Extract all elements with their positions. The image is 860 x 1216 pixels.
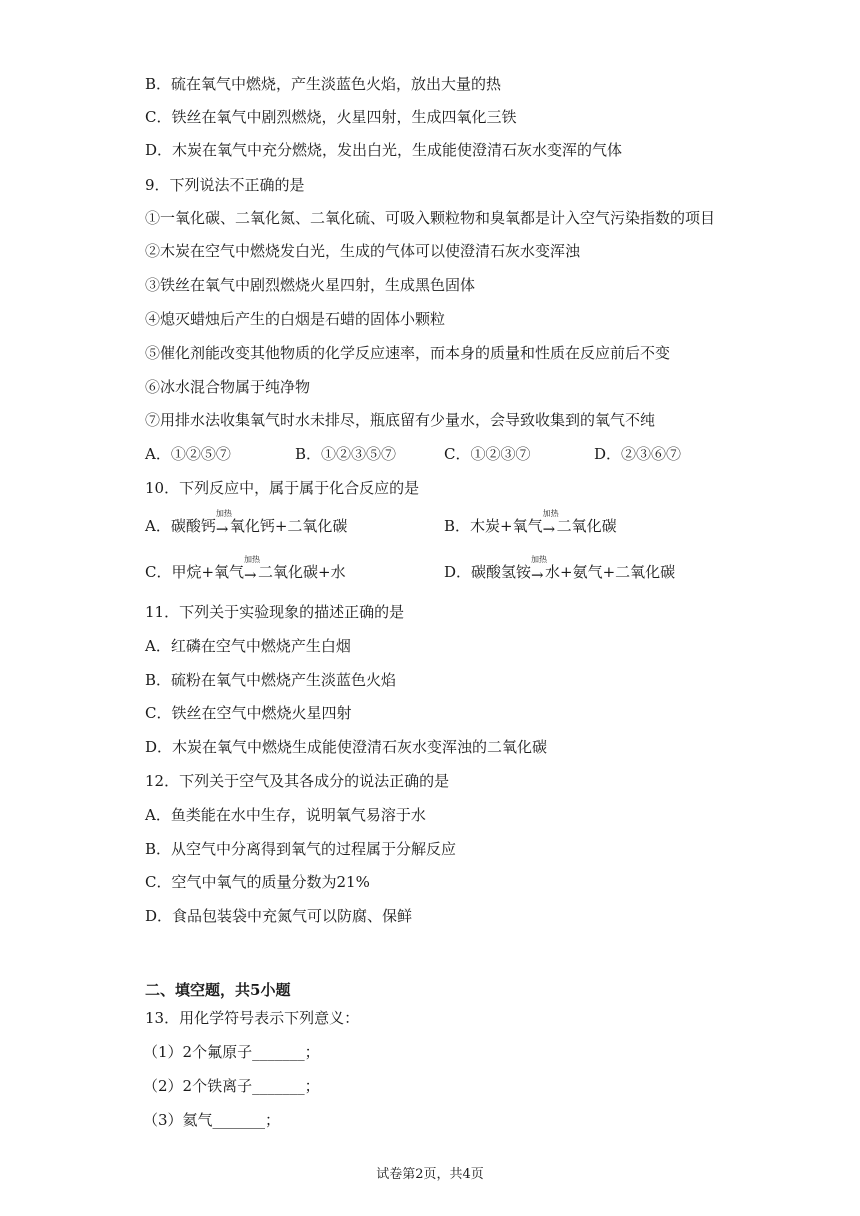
q10-stem: 10．下列反应中，属于属于化合反应的是 — [145, 479, 420, 497]
q12-stem: 12．下列关于空气及其各成分的说法正确的是 — [145, 772, 450, 790]
q11-option-d: D．木炭在氧气中燃烧生成能使澄清石灰水变浑浊的二氧化碳 — [145, 738, 548, 756]
q10-option-a — [145, 509, 348, 538]
q9-statement-1: ①一氧化碳、二氧化氮、二氧化硫、可吸入颗粒物和臭氧都是计入空气污染指数的项目 — [145, 209, 716, 227]
right-arrow-icon: → — [542, 520, 556, 538]
q13-item-3: （3）氦气_______； — [143, 1111, 281, 1129]
q9-statement-2: ②木炭在空气中燃烧发白光，生成的气体可以使澄清石灰水变浑浊 — [145, 242, 581, 260]
q10-option-a-products: 氧化钙+二氧化碳 — [229, 517, 348, 535]
heating-condition: 加热 — [542, 509, 559, 518]
heating-condition: 加热 — [531, 555, 548, 564]
q12-option-b: B．从空气中分离得到氧气的过程属于分解反应 — [145, 840, 457, 858]
reaction-arrow — [244, 555, 261, 584]
q9-option-b: B．①②③⑤⑦ — [295, 445, 397, 463]
q8-option-d: D．木炭在氧气中充分燃烧，发出白光，生成能使澄清石灰水变浑的气体 — [145, 141, 623, 159]
q9-option-c: C．①②③⑦ — [444, 445, 531, 463]
right-arrow-icon: → — [244, 566, 257, 584]
q12-option-a: A．鱼类能在水中生存，说明氧气易溶于水 — [145, 806, 426, 824]
q13-item-1: （1）2个氟原子_______； — [143, 1043, 320, 1061]
q10-option-b — [444, 509, 617, 538]
q9-option-d: D．②③⑥⑦ — [594, 445, 682, 463]
right-arrow-icon: → — [531, 566, 544, 584]
q8-option-b: B．硫在氧气中燃烧，产生淡蓝色火焰，放出大量的热 — [145, 75, 502, 93]
reaction-arrow — [542, 509, 559, 538]
q10-option-c-products: 二氧化碳+水 — [258, 563, 346, 581]
q10-option-d-label: D．碳酸氢铵 — [444, 563, 532, 581]
q9-statement-4: ④熄灭蜡烛后产生的白烟是石蜡的固体小颗粒 — [145, 310, 446, 328]
q9-statement-7: ⑦用排水法收集氧气时水未排尽，瓶底留有少量水，会导致收集到的氧气不纯 — [145, 411, 656, 429]
q12-option-c: C．空气中氧气的质量分数为21% — [145, 873, 370, 891]
q10-option-d-products: 水+氨气+二氧化碳 — [545, 563, 676, 581]
q10-option-d — [444, 555, 676, 584]
page-footer: 试卷第2页，共4页 — [376, 1167, 484, 1182]
q9-stem: 9．下列说法不正确的是 — [145, 176, 305, 194]
heating-condition: 加热 — [244, 555, 261, 564]
q11-stem: 11．下列关于实验现象的描述正确的是 — [145, 603, 405, 621]
reaction-arrow — [215, 509, 232, 538]
q10-option-b-products: 二氧化碳 — [556, 517, 617, 535]
q11-option-c: C．铁丝在空气中燃烧火星四射 — [145, 704, 352, 722]
right-arrow-icon: → — [215, 520, 229, 538]
q11-option-a: A．红磷在空气中燃烧产生白烟 — [145, 637, 351, 655]
q11-option-b: B．硫粉在氧气中燃烧产生淡蓝色火焰 — [145, 671, 397, 689]
q8-option-c: C．铁丝在氧气中剧烈燃烧，火星四射，生成四氧化三铁 — [145, 108, 517, 126]
q13-stem: 13．用化学符号表示下列意义： — [145, 1009, 360, 1027]
q10-option-c — [145, 555, 346, 584]
reaction-arrow — [531, 555, 548, 584]
q10-option-c-label: C．甲烷+氧气 — [145, 563, 245, 581]
q10-option-a-label: A．碳酸钙 — [145, 517, 216, 535]
q10-option-b-label: B．木炭+氧气 — [444, 517, 543, 535]
q13-item-2: （2）2个铁离子_______； — [143, 1077, 320, 1095]
section-heading: 二、填空题，共5小题 — [145, 981, 291, 999]
q9-option-a: A．①②⑤⑦ — [145, 445, 231, 463]
q9-statement-5: ⑤催化剂能改变其他物质的化学反应速率，而本身的质量和性质在反应前后不变 — [145, 344, 671, 362]
q12-option-d: D．食品包装袋中充氮气可以防腐、保鲜 — [145, 907, 413, 925]
q9-statement-6: ⑥冰水混合物属于纯净物 — [145, 378, 311, 396]
q9-statement-3: ③铁丝在氧气中剧烈燃烧火星四射，生成黑色固体 — [145, 276, 476, 294]
heating-condition: 加热 — [215, 509, 232, 518]
